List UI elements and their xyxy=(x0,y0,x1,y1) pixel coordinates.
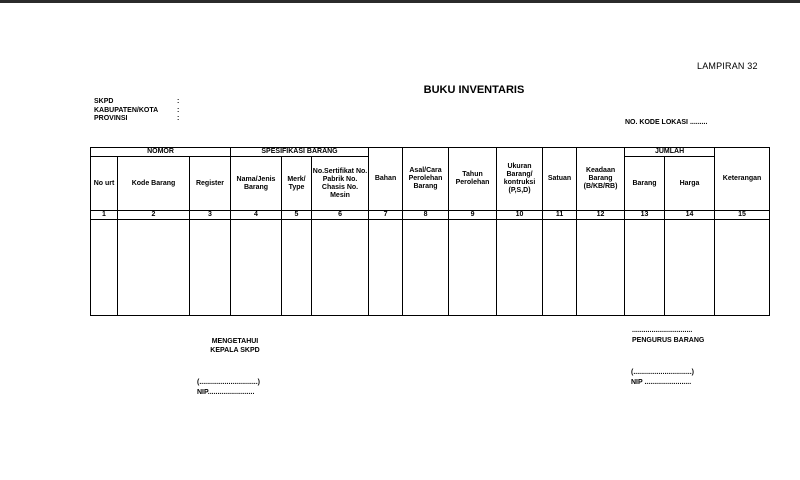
header-satuan: Satuan xyxy=(543,148,577,211)
column-number: 6 xyxy=(312,211,369,220)
pengurus-barang-label: PENGURUS BARANG xyxy=(632,337,705,344)
empty-cell xyxy=(497,220,543,316)
empty-cell xyxy=(543,220,577,316)
column-number-row xyxy=(91,211,770,220)
mengetahui-label: MENGETAHUI xyxy=(211,338,259,345)
group-header-row xyxy=(91,148,770,157)
header-no-urut: No urt xyxy=(91,157,118,211)
table-body-row xyxy=(91,220,770,316)
nip-placeholder: NIP........................ xyxy=(197,389,255,396)
empty-cell xyxy=(715,220,770,316)
name-placeholder: (..............................) xyxy=(631,369,695,376)
inventory-table xyxy=(90,147,770,316)
date-placeholder: ............................... xyxy=(632,327,693,334)
meta-label: PROVINSI xyxy=(94,115,128,122)
meta-separator: : xyxy=(177,98,180,105)
column-number: 11 xyxy=(543,211,577,220)
header-keterangan: Keterangan xyxy=(715,148,770,211)
meta-row-skpd xyxy=(94,98,179,107)
name-placeholder: (..............................) xyxy=(197,379,261,386)
page-title: BUKU INVENTARIS xyxy=(423,84,525,96)
header-asal: Asal/Cara Perolehan Barang xyxy=(403,148,449,211)
empty-cell xyxy=(449,220,497,316)
header-merk-type: Merk/ Type xyxy=(282,157,312,211)
meta-label: KABUPATEN/KOTA xyxy=(94,106,159,114)
column-number: 13 xyxy=(625,211,665,220)
group-spesifikasi: SPESIFIKASI BARANG xyxy=(231,148,369,157)
group-jumlah: JUMLAH xyxy=(625,148,715,157)
kepala-skpd-label: KEPALA SKPD xyxy=(210,346,260,354)
column-number: 8 xyxy=(403,211,449,220)
empty-cell xyxy=(403,220,449,316)
lampiran-label: LAMPIRAN 32 xyxy=(697,61,758,71)
meta-block xyxy=(94,98,179,124)
meta-label: SKPD xyxy=(94,98,114,105)
kode-lokasi: NO. KODE LOKASI ......... xyxy=(625,119,708,126)
empty-cell xyxy=(231,220,282,316)
column-number: 4 xyxy=(231,211,282,220)
meta-row-kabupaten xyxy=(94,107,179,116)
header-bahan: Bahan xyxy=(369,148,403,211)
column-number: 12 xyxy=(577,211,625,220)
empty-cell xyxy=(282,220,312,316)
empty-cell xyxy=(91,220,118,316)
column-number: 2 xyxy=(118,211,190,220)
header-ukuran: Ukuran Barang/ kontruksi (P,S,D) xyxy=(497,148,543,211)
column-number: 7 xyxy=(369,211,403,220)
header-harga: Harga xyxy=(665,157,715,211)
top-border xyxy=(0,0,800,3)
column-number: 15 xyxy=(715,211,770,220)
header-sertifikat: No.Sertifikat No. Pabrik No. Chasis No. Mesin xyxy=(312,157,369,211)
header-keadaan: Keadaan Barang (B/KB/RB) xyxy=(577,148,625,211)
meta-row-provinsi xyxy=(94,115,179,124)
empty-cell xyxy=(369,220,403,316)
empty-cell xyxy=(190,220,231,316)
header-barang: Barang xyxy=(625,157,665,211)
empty-cell xyxy=(625,220,665,316)
header-tahun: Tahun Perolehan xyxy=(449,148,497,211)
header-register: Register xyxy=(190,157,231,211)
header-kode-barang: Kode Barang xyxy=(118,157,190,211)
meta-separator: : xyxy=(177,106,180,114)
nip-placeholder: NIP ........................ xyxy=(631,379,692,386)
header-nama-jenis: Nama/Jenis Barang xyxy=(231,157,282,211)
column-number: 1 xyxy=(91,211,118,220)
column-number: 5 xyxy=(282,211,312,220)
meta-separator: : xyxy=(177,115,180,122)
signature-right-fields xyxy=(631,368,694,388)
empty-cell xyxy=(665,220,715,316)
empty-cell xyxy=(577,220,625,316)
group-nomor: NOMOR xyxy=(91,148,231,157)
column-number: 3 xyxy=(190,211,231,220)
signature-left xyxy=(180,338,290,355)
empty-cell xyxy=(118,220,190,316)
empty-cell xyxy=(312,220,369,316)
signature-left-fields xyxy=(197,378,260,398)
column-number: 14 xyxy=(665,211,715,220)
column-number: 10 xyxy=(497,211,543,220)
column-number: 9 xyxy=(449,211,497,220)
